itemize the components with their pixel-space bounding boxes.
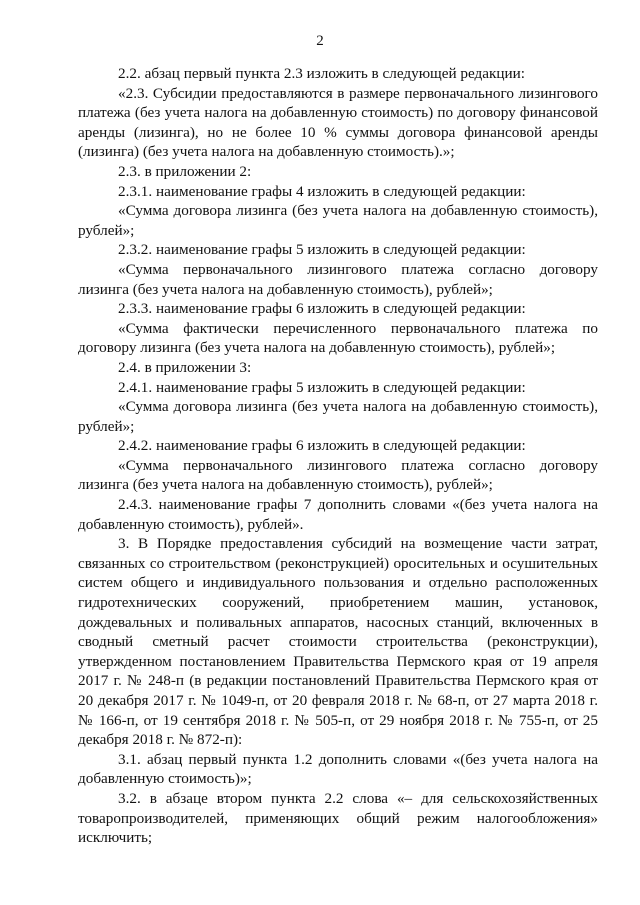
paragraph: 2.3. в приложении 2: — [118, 162, 252, 180]
paragraph: 2.4.1. наименование графы 5 изложить в следующей редакции: — [118, 378, 526, 396]
paragraph: «Сумма первоначального лизингового платежа согласно договору лизинга (без учета налога на добавленную стоимость), рублей»; — [78, 456, 598, 494]
paragraph: «Сумма первоначального лизингового платежа согласно договору лизинга (без учета налога на добавленную стоимость), рублей»; — [78, 260, 598, 298]
paragraph: 2.3.3. наименование графы 6 изложить в следующей редакции: — [118, 300, 526, 318]
paragraph: 3.1. абзац первый пункта 1.2 дополнить словами «(без учета налога на добавленную стоимость)»; — [78, 750, 598, 788]
paragraph: 2.4.2. наименование графы 6 изложить в следующей редакции: — [118, 437, 526, 455]
paragraph: «Сумма фактически перечисленного первоначального платежа по договору лизинга (без учета налога на добавленную стоимость), рублей»; — [78, 319, 598, 357]
paragraph: 3.2. в абзаце втором пункта 2.2 слова «– для сельскохозяйственных товаропроизводителей, применяющих общий режим налогообложения» исключить; — [78, 789, 598, 847]
paragraph: 2.3.2. наименование графы 5 изложить в следующей редакции: — [118, 241, 526, 259]
paragraph: 3. В Порядке предоставления субсидий на возмещение части затрат, связанных со строительством (реконструкцией) оросительных и осушительных систем общего и индивидуального пользования и отдельно расположенных гидротехнических сооружений, приобретением машин, установок, дождевальных и поливальных аппаратов, насосных станций, включенных в сводный сметный расчет стоимости строительства (реконструкции), утвержденном постановлением Правительства Пермского края от 19 апреля 2017 г. № 248-п (в редакции постановлений Правительства Пермского края от 20 декабря 2017 г. № 1049-п, от 20 февраля 2018 г. № 68-п, от 27 марта 2018 г. № 166-п, от 19 сентября 2018 г. № 505-п, от 29 ноября 2018 г. № 755-п, от 25 декабря 2018 г. № 872-п): — [78, 535, 598, 749]
document-body — [78, 64, 598, 848]
paragraph: 2.2. абзац первый пункта 2.3 изложить в следующей редакции: — [118, 65, 525, 82]
paragraph: «2.3. Субсидии предоставляются в размере первоначального лизингового платежа (без учета налога на добавленную стоимость) по договору финансовой аренды (лизинга), но не более 10 % суммы договора финансовой аренды (лизинга) (без учета налога на добавленную стоимость).»; — [78, 84, 598, 161]
paragraph: 2.4. в приложении 3: — [118, 358, 252, 376]
paragraph: 2.4.3. наименование графы 7 дополнить словами «(без учета налога на добавленную стоимость), рублей». — [78, 496, 598, 533]
page-number: 2 — [316, 33, 324, 49]
paragraph: «Сумма договора лизинга (без учета налога на добавленную стоимость), рублей»; — [78, 202, 598, 239]
paragraph: «Сумма договора лизинга (без учета налога на добавленную стоимость), рублей»; — [78, 398, 598, 435]
paragraph: 2.3.1. наименование графы 4 изложить в следующей редакции: — [118, 182, 526, 200]
